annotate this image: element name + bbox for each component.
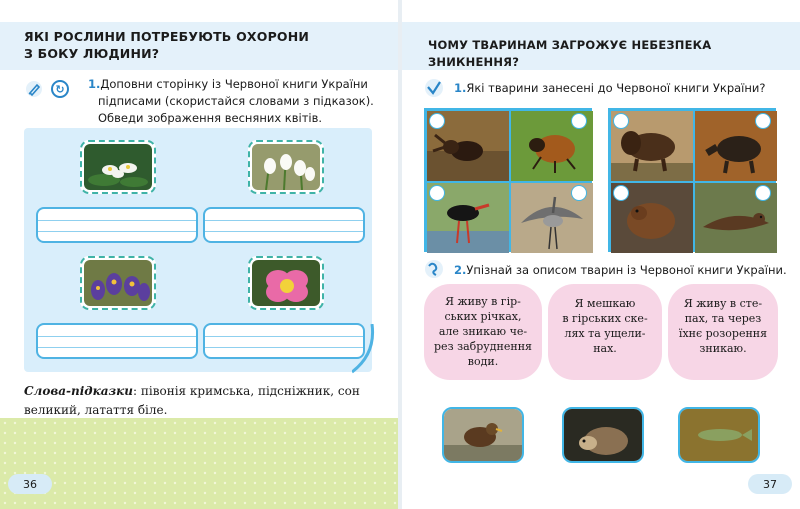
select-circle-cockchafer[interactable] (571, 113, 587, 129)
bubble-1-line-4: рез забруднення (434, 340, 532, 353)
bubble-1-line-2: ських річках, (444, 310, 522, 323)
select-circle-bison[interactable] (613, 113, 629, 129)
left-page (0, 0, 398, 509)
left-header (0, 22, 398, 70)
right-task-2 (454, 262, 787, 279)
animal-grid-right (608, 108, 776, 252)
bubble-2-line-2: в гірських ске- (562, 312, 648, 325)
speech-bubble-3 (668, 284, 778, 380)
answer-eagle[interactable] (442, 407, 524, 463)
checkmark-icon (424, 78, 444, 98)
flower-thumb-pasqueflower[interactable] (80, 256, 156, 310)
select-circle-crane[interactable] (571, 185, 587, 201)
circle-arrow-icon: ↻ (51, 80, 69, 98)
label-lines-4[interactable] (203, 323, 365, 359)
bubble-2-line-1: Я мешкаю (574, 297, 636, 310)
label-lines-3[interactable] (36, 323, 198, 359)
select-circle-black-stork[interactable] (429, 185, 445, 201)
left-heading-line-1: ЯКІ РОСЛИНИ ПОТРЕБУЮТЬ ОХОРОНИ (24, 29, 310, 44)
select-circle-otter[interactable] (755, 185, 771, 201)
task-line-3: Обведи зображення весняних квітів. (98, 111, 323, 125)
bubble-3-line-2: пах, та через (684, 312, 762, 325)
task-line-2: підписами (скористайся словами з підказок). (98, 94, 374, 108)
label-lines-1[interactable] (36, 207, 198, 243)
right-task-1-text: Які тварини занесені до Червоної книги України? (466, 81, 766, 95)
bubble-1-line-5: води. (467, 355, 499, 368)
select-circle-wild-boar[interactable] (755, 113, 771, 129)
page-number-right: 37 (748, 474, 792, 494)
select-circle-beaver[interactable] (613, 185, 629, 201)
page-number-left: 36 (8, 474, 52, 494)
bubble-3-line-4: зникаю. (699, 342, 747, 355)
speech-bubble-2 (548, 284, 662, 380)
hints-text-1: : півонія кримська, підсніжник, сон (133, 384, 360, 398)
hints-label: Слова-підказки (24, 384, 134, 398)
bubble-3-line-1: Я живу в сте- (683, 297, 763, 310)
bubble-1-line-3: але зникаю че- (438, 325, 528, 338)
flower-thumb-snowdrop[interactable] (248, 140, 324, 194)
bubble-3-line-3: їхнє розорення (678, 327, 768, 340)
right-page (402, 0, 800, 509)
hints-text-2: великий, латаття біле. (24, 403, 168, 417)
right-heading: ЧОМУ ТВАРИНАМ ЗАГРОЖУЄ НЕБЕЗПЕКА ЗНИКНЕННЯ? (428, 38, 712, 69)
task-line-1: Доповни сторінку із Червоної книги України (100, 77, 368, 91)
answer-hedgehog[interactable] (562, 407, 644, 463)
speech-bubble-1 (424, 284, 542, 380)
dotted-footer (0, 418, 398, 509)
flower-thumb-peony[interactable] (248, 256, 324, 310)
bubble-1-line-1: Я живу в гір- (445, 295, 521, 308)
select-circle-stag-beetle[interactable] (429, 113, 445, 129)
right-task-1 (454, 80, 765, 97)
bubble-2-line-4: нах. (593, 342, 617, 355)
right-header (402, 22, 800, 70)
left-heading (24, 28, 309, 62)
left-heading-line-2: З БОКУ ЛЮДИНИ? (24, 46, 160, 61)
task-number: 1. (88, 77, 101, 91)
task-number: 2. (454, 263, 467, 277)
answer-trout[interactable] (678, 407, 760, 463)
animal-grid-left (424, 108, 592, 252)
magnifier-icon (424, 259, 444, 279)
left-task-1 (88, 76, 378, 127)
flower-thumb-water-lily[interactable] (80, 140, 156, 194)
bubble-2-line-3: лях та ущели- (564, 327, 646, 340)
hint-words (24, 382, 374, 420)
right-task-2-text: Упізнай за описом тварин із Червоної книги України. (466, 263, 787, 277)
task-number: 1. (454, 81, 467, 95)
pencil-icon (25, 80, 43, 98)
label-lines-2[interactable] (203, 207, 365, 243)
